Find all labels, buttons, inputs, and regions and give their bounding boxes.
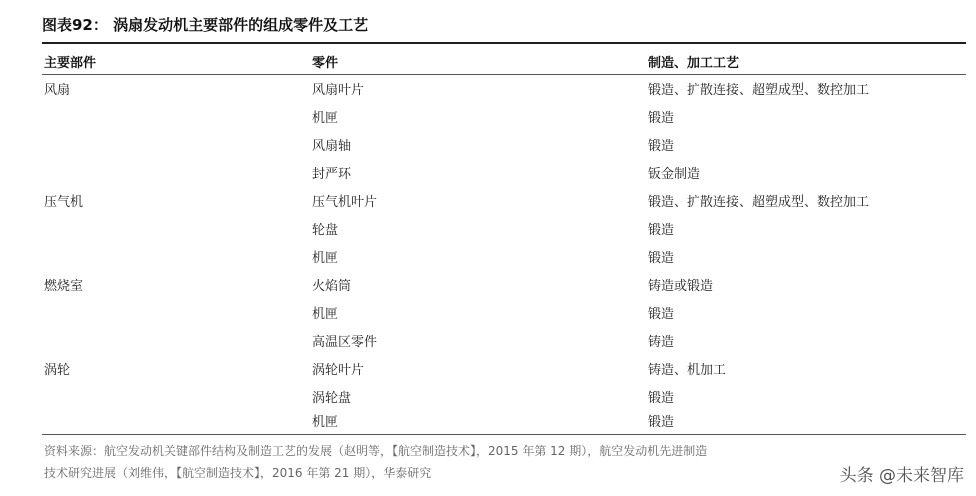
process-cell: 锻造、扩散连接、超塑成型、数控加工 bbox=[648, 83, 870, 98]
part-cell: 机匣 bbox=[312, 307, 339, 322]
part-cell: 涡轮盘 bbox=[312, 391, 352, 406]
process-cell: 锻造 bbox=[648, 415, 675, 430]
main-component-cell: 风扇 bbox=[44, 83, 71, 98]
part-cell: 涡轮叶片 bbox=[312, 363, 365, 378]
table-row bbox=[0, 130, 976, 158]
table-row bbox=[0, 102, 976, 130]
table-row bbox=[0, 214, 976, 242]
header-part: 零件 bbox=[312, 56, 339, 71]
table-row bbox=[0, 298, 976, 326]
table-row bbox=[0, 406, 976, 434]
header-main-component: 主要部件 bbox=[44, 56, 97, 71]
table-row bbox=[0, 186, 976, 214]
main-component-cell: 燃烧室 bbox=[44, 279, 84, 294]
part-cell: 高温区零件 bbox=[312, 335, 378, 350]
table-row bbox=[0, 158, 976, 186]
part-cell: 火焰筒 bbox=[312, 279, 352, 294]
table-row bbox=[0, 326, 976, 354]
process-cell: 铸造、机加工 bbox=[648, 363, 727, 378]
table-row bbox=[0, 74, 976, 102]
part-cell: 风扇轴 bbox=[312, 139, 352, 154]
process-cell: 铸造或锻造 bbox=[648, 279, 714, 294]
process-cell: 锻造 bbox=[648, 139, 675, 154]
watermark: 头条 @未来智库 bbox=[839, 466, 964, 486]
process-cell: 锻造、扩散连接、超塑成型、数控加工 bbox=[648, 195, 870, 210]
part-cell: 机匣 bbox=[312, 111, 339, 126]
source-note bbox=[44, 440, 964, 484]
source-line-2: 技术研究进展（刘维伟，【航空制造技术】，2016 年第 21 期），华泰研究 bbox=[44, 466, 432, 480]
process-cell: 铸造 bbox=[648, 335, 675, 350]
bottom-rule bbox=[42, 434, 966, 435]
process-cell: 锻造 bbox=[648, 111, 675, 126]
process-cell: 锻造 bbox=[648, 391, 675, 406]
main-component-cell: 压气机 bbox=[44, 195, 84, 210]
table-row bbox=[0, 270, 976, 298]
part-cell: 封严环 bbox=[312, 167, 352, 182]
part-cell: 轮盘 bbox=[312, 223, 339, 238]
part-cell: 压气机叶片 bbox=[312, 195, 378, 210]
part-cell: 机匣 bbox=[312, 415, 339, 430]
process-cell: 锻造 bbox=[648, 307, 675, 322]
table-row bbox=[0, 354, 976, 382]
source-line-1: 资料来源：航空发动机关键部件结构及制造工艺的发展（赵明等，【航空制造技术】，2015 年第 12 期），航空发动机先进制造 bbox=[44, 444, 708, 458]
process-cell: 锻造 bbox=[648, 251, 675, 266]
part-cell: 风扇叶片 bbox=[312, 83, 365, 98]
header-process: 制造、加工工艺 bbox=[648, 56, 740, 71]
table-title: 图表92： 涡扇发动机主要部件的组成零件及工艺 bbox=[42, 16, 369, 34]
process-cell: 钣金制造 bbox=[648, 167, 701, 182]
top-rule bbox=[42, 42, 966, 44]
process-cell: 锻造 bbox=[648, 223, 675, 238]
part-cell: 机匣 bbox=[312, 251, 339, 266]
table-row bbox=[0, 242, 976, 270]
main-component-cell: 涡轮 bbox=[44, 363, 71, 378]
